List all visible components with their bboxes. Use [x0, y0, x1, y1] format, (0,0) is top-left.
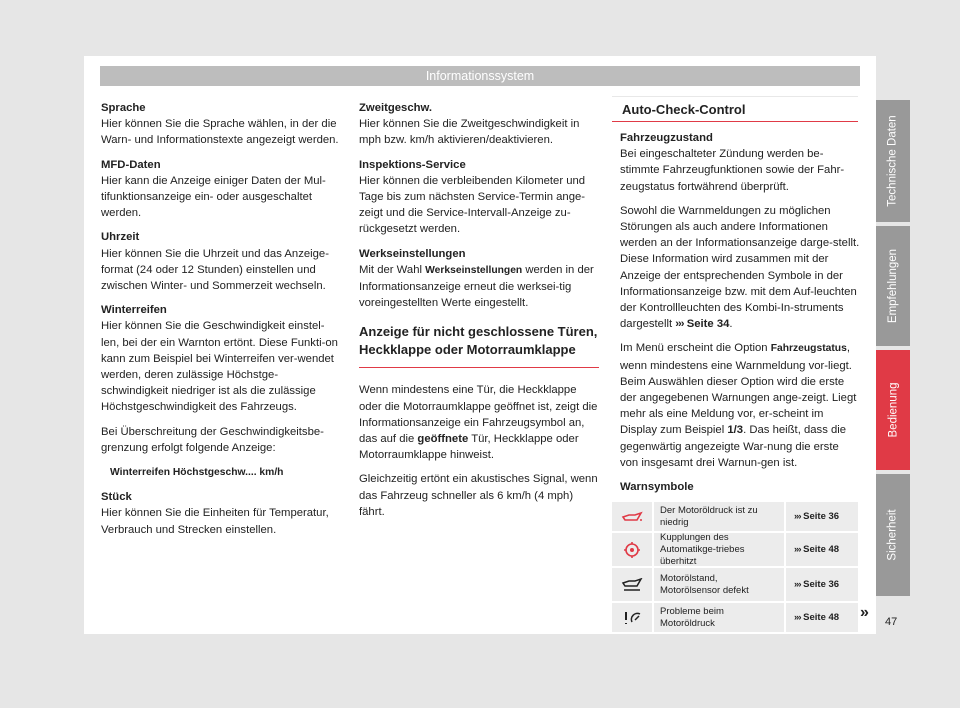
heading-mfd: MFD-Daten — [101, 158, 161, 171]
display-text: Winterreifen Höchstgeschw.... km/h — [110, 467, 284, 479]
text-tueren-1-bold: geöffnete — [417, 433, 469, 446]
table-cell-link[interactable] — [786, 603, 858, 632]
table-cell-text: Kupplungen des Automatikge-triebes überhitzt — [654, 533, 786, 566]
heading-warnsymbole — [620, 479, 860, 495]
section-sprache — [101, 100, 341, 149]
text-winterreifen-anzeige: Bei Überschreitung der Geschwindigkeitsbe-grenzung erfolgt folgende Anzeige: — [101, 425, 324, 454]
text-menue-bold: Fahrzeugstatus — [770, 343, 847, 355]
tab-technische-daten[interactable] — [876, 100, 910, 222]
text-uhrzeit: Hier können Sie die Uhrzeit und das Anzeige-format (24 oder 12 Stunden) einstellen und zwischen Winter- und Sommerzeit wechseln. — [101, 247, 329, 293]
oil-can-icon — [612, 502, 654, 531]
link-label: Seite 36 — [803, 578, 840, 590]
heading-fahrzeugzustand: Fahrzeugzustand — [620, 132, 713, 144]
section-zweitgeschw — [359, 100, 599, 149]
section-stueck — [101, 489, 341, 538]
tab-empfehlungen[interactable] — [876, 226, 910, 346]
text-warnmeldungen-post: . — [729, 318, 733, 331]
text-stueck: Hier können Sie die Einheiten für Temperatur, Verbrauch und Strecken einstellen. — [101, 507, 329, 536]
warning-symbols-table — [612, 502, 858, 634]
auto-check-control-title: Auto-Check-Control — [612, 96, 858, 122]
text-werk-bold: Werkseinstellungen — [425, 264, 523, 276]
text-inspektion: Hier können die verbleibenden Kilometer und Tage bis zum nächsten Service-Termin ange-zeigt und die Service-Intervall-Anzeige zu-rückgesetzt werden. — [359, 174, 586, 236]
table-row — [612, 568, 858, 601]
heading-werkseinstellungen: Werkseinstellungen — [359, 247, 466, 260]
column-1 — [101, 100, 341, 546]
text-zweitgeschw: Hier können Sie die Zweitgeschwindigkeit in mph bzw. km/h aktivieren/deaktivieren. — [359, 118, 580, 147]
section-fahrzeugzustand — [620, 130, 860, 195]
text-tueren-2: Gleichzeitig ertönt ein akustisches Signal, wenn das Fahrzeug schneller als 6 km/h (4 mph) fährt. — [359, 473, 598, 518]
link-seite-34[interactable]: Seite 34 — [683, 318, 730, 331]
table-cell-text: Probleme beim Motoröldruck — [654, 603, 786, 632]
table-row — [612, 502, 858, 531]
link-label: Seite 36 — [803, 510, 840, 522]
text-menue-mid: , wenn mindestens eine Warnmeldung vor-liegt. Beim Auswählen dieser Option wird die erste der angegebenen Warnungen ange-zeigt. Liegt mehr als eine Meldung vor, er-scheint im Display zum Beispiel — [620, 342, 857, 437]
oil-level-icon — [612, 568, 654, 601]
text-menue — [620, 340, 860, 471]
text-fahrzeugzustand: Bei eingeschalteter Zündung werden be-stimmte Fahrzeugfunktionen sowie der Fahr-zeugstatus fortwährend überprüft. — [620, 148, 845, 193]
next-page-icon[interactable]: » — [860, 604, 869, 621]
link-arrow-icon: ››› — [794, 510, 801, 522]
link-arrow-icon: ››› — [675, 318, 684, 331]
text-menue-frac: 1/3 — [727, 424, 744, 437]
section-uhrzeit — [101, 229, 341, 294]
gear-temp-icon — [612, 533, 654, 566]
text-warnmeldungen — [620, 203, 860, 333]
text-menue-post: . Das heißt, dass die gegenwärtig angezeigte War-nung die erste von insgesamt drei Warnun-gen ist. — [620, 424, 847, 469]
tab-bedienung[interactable] — [876, 350, 910, 470]
oil-pressure-warning-icon — [612, 603, 654, 632]
tab-sicherheit[interactable] — [876, 474, 910, 596]
table-cell-text: Motorölstand, Motorölsensor defekt — [654, 568, 786, 601]
heading-zweitgeschw: Zweitgeschw. — [359, 102, 433, 114]
link-arrow-icon: ››› — [794, 543, 801, 555]
section-mfd — [101, 157, 341, 222]
link-arrow-icon: ››› — [794, 611, 801, 623]
link-label: Seite 48 — [803, 543, 840, 555]
tab-label: Bedienung — [887, 382, 899, 438]
tab-label: Empfehlungen — [887, 248, 900, 324]
text-sprache: Hier können Sie die Sprache wählen, in der die Warn- und Informationstexte angezeigt werden. — [101, 118, 339, 147]
table-cell-text: Der Motoröldruck ist zu niedrig — [654, 502, 786, 531]
column-3 — [620, 130, 860, 503]
text-tueren-1-pre: Wenn mindestens eine Tür, die Heckklappe oder die Motorraumklappe geöffnet ist, zeigt die Informationsanzeige ein Fahrzeugsymbol an, das auf die — [359, 384, 598, 446]
heading-stueck: Stück — [101, 491, 132, 504]
link-label: Seite 48 — [803, 611, 840, 623]
text-mfd: Hier kann die Anzeige einiger Daten der Mul-tifunktionsanzeige ein- oder ausgeschaltet werden. — [101, 174, 326, 220]
table-row — [612, 533, 858, 566]
text-werk-pre: Mit der Wahl — [359, 263, 426, 276]
heading-uhrzeit: Uhrzeit — [101, 231, 140, 244]
link-arrow-icon: ››› — [794, 578, 801, 590]
heading-winterreifen: Winterreifen — [101, 304, 167, 317]
heading-warnsymbole-text: Warnsymbole — [620, 481, 694, 494]
text-tueren-1 — [359, 382, 599, 463]
section-inspektion — [359, 157, 599, 238]
page-header: Informationssystem — [100, 66, 860, 86]
text-menue-pre: Im Menü erscheint die Option — [620, 342, 771, 355]
heading-inspektion: Inspektions-Service — [359, 158, 466, 171]
tab-label: Sicherheit — [887, 509, 900, 561]
text-warnmeldungen-pre: Sowohl die Warnmeldungen zu möglichen Störungen als auch andere Informationen werden an der Informationsanzeige darge-stellt. Diese Information wird zusammen mit der Anzeige der entsprechenden Symbole in der Informationsanzeige bzw. mit dem Auf-leuchten der Kontrollleuchten des Kombi-In-struments dargestellt — [620, 204, 860, 331]
table-cell-link[interactable] — [786, 533, 858, 566]
column-2 — [359, 100, 599, 528]
text-winterreifen: Hier können Sie die Geschwindigkeit einstel-len, bei der ein Warnton ertönt. Diese Funkti-on kann zum Beispiel bei Winterreifen ver-wendet werden, deren zulässige Höchstge-schwindigkeit niedriger ist als die zulässige Höchstgeschwindigkeit des Fahrzeugs. — [101, 320, 338, 414]
text-tueren-1-post: Tür, Heckklappe oder Motorraumklappe hinweist. — [359, 433, 579, 462]
heading-sprache: Sprache — [101, 102, 146, 114]
section-werkseinstellungen — [359, 246, 599, 312]
display-winterreifen — [101, 464, 341, 481]
page-number: 47 — [885, 616, 898, 628]
text-werk-post: werden in der Informationsanzeige erneut die werksei-tig voreingestellten Werte eingestellt. — [359, 263, 594, 310]
section-winterreifen — [101, 302, 341, 415]
table-row — [612, 603, 858, 632]
table-cell-link[interactable] — [786, 502, 858, 531]
section-title-tueren: Anzeige für nicht geschlossene Türen, Heckklappe oder Motorraumklappe — [359, 319, 599, 368]
tab-label: Technische Daten — [887, 115, 900, 207]
table-cell-link[interactable] — [786, 568, 858, 601]
